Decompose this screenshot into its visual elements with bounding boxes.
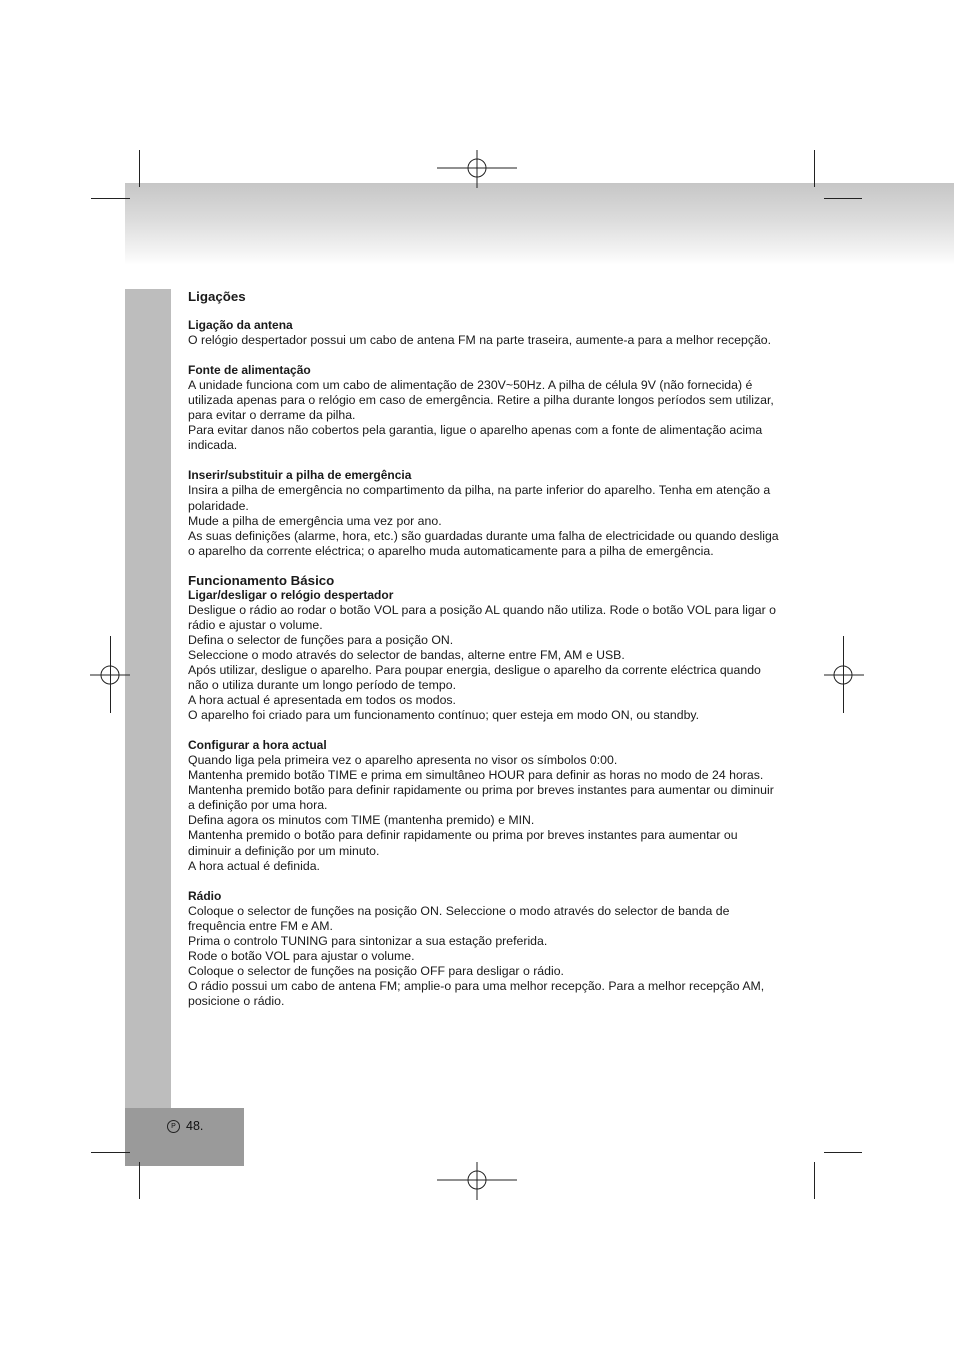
text-line: Rode o botão VOL para ajustar o volume.	[188, 948, 415, 963]
text-line: O aparelho foi criado para um funcionamento contínuo; quer esteja em modo ON, ou standby.	[188, 708, 700, 723]
side-strip	[125, 289, 171, 1109]
subsection-fonte	[188, 363, 813, 453]
subsection-pilha	[188, 468, 813, 558]
text-line: As suas definições (alarme, hora, etc.) são guardadas durante uma falha de electricidade ou quando desliga	[188, 528, 779, 543]
text-line: Seleccione o modo através do selector de bandas, alterne entre FM, AM e USB.	[188, 647, 625, 662]
text-line: frequência entre FM e AM.	[188, 918, 333, 933]
text-line: Mantenha premido o botão para definir rapidamente ou prima por breves instantes para aumentar ou	[188, 828, 738, 843]
text-line: Desligue o rádio ao rodar o botão VOL para a posição AL quando não utiliza. Rode o botão VOL para ligar o	[188, 602, 776, 617]
page-number	[167, 1119, 203, 1133]
text-line: A hora actual é definida.	[188, 858, 320, 873]
text-line: polaridade.	[188, 498, 249, 513]
heading-radio: Rádio	[188, 888, 222, 903]
text-line: Coloque o selector de funções na posição OFF para desligar o rádio.	[188, 963, 564, 978]
heading-fonte: Fonte de alimentação	[188, 363, 311, 378]
text-line: Mantenha premido botão TIME e prima em simultâneo HOUR para definir as horas no modo de 24 horas.	[188, 768, 764, 783]
text-line: Defina o selector de funções para a posição ON.	[188, 632, 454, 647]
heading-ligar: Ligar/desligar o relógio despertador	[188, 587, 394, 602]
subsection-ligar	[188, 588, 813, 723]
text-line: A unidade funciona com um cabo de alimentação de 230V~50Hz. A pilha de célula 9V (não fornecida) é	[188, 378, 753, 393]
text-line: Para evitar danos não cobertos pela garantia, ligue o aparelho apenas com a fonte de alimentação acima	[188, 423, 763, 438]
text-line: A hora actual é apresentada em todos os modos.	[188, 693, 456, 708]
text-line: Insira a pilha de emergência no compartimento da pilha, na parte inferior do aparelho. Tenha em atenção a	[188, 483, 771, 498]
text-line: Após utilizar, desligue o aparelho. Para poupar energia, desligue o aparelho da corrente eléctrica quando	[188, 662, 761, 677]
text-line: o aparelho da corrente eléctrica; o aparelho muda automaticamente para a pilha de emergência.	[188, 543, 714, 558]
header-band	[125, 183, 954, 265]
heading-antena: Ligação da antena	[188, 318, 293, 333]
section-title-funcionamento: Funcionamento Básico	[188, 572, 335, 588]
registration-mark-left	[90, 664, 130, 686]
text-line: rádio e ajustar o volume.	[188, 617, 323, 632]
text-line: Defina agora os minutos com TIME (mantenha premido) e MIN.	[188, 813, 535, 828]
text-line: Mantenha premido botão para definir rapidamente ou prima por breves instantes para aumentar ou diminuir	[188, 783, 774, 798]
text-line: para evitar o derrame da pilha.	[188, 408, 356, 423]
text-line: utilizada apenas para o relógio em caso de emergência. Retire a pilha durante longos períodos sem utilizar,	[188, 393, 774, 408]
registration-mark-right	[824, 664, 864, 686]
subsection-hora	[188, 738, 813, 873]
text-line: Quando liga pela primeira vez o aparelho apresenta no visor os símbolos 0:00.	[188, 753, 618, 768]
text-line: diminuir a definição por um minuto.	[188, 843, 380, 858]
footer-box	[125, 1108, 244, 1166]
heading-hora: Configurar a hora actual	[188, 738, 327, 753]
text-line: Mude a pilha de emergência uma vez por ano.	[188, 513, 442, 528]
main-content	[188, 289, 813, 1009]
section-title-ligacoes: Ligações	[188, 289, 246, 304]
page-number-text: 48.	[186, 1119, 204, 1133]
text-line: O rádio possui um cabo de antena FM; amplie-o para uma melhor recepção. Para a melhor recepção AM,	[188, 978, 765, 993]
text-line: Prima o controlo TUNING para sintonizar a sua estação preferida.	[188, 933, 548, 948]
language-badge: P	[167, 1120, 180, 1133]
text-line: O relógio despertador possui um cabo de antena FM na parte traseira, aumente-a para a melhor recepção.	[188, 333, 772, 348]
subsection-radio	[188, 889, 813, 1009]
registration-mark-bottom	[437, 1160, 517, 1200]
text-line: não o utiliza durante um longo período de tempo.	[188, 678, 456, 693]
registration-mark-top	[437, 150, 517, 190]
heading-pilha: Inserir/substituir a pilha de emergência	[188, 468, 412, 483]
text-line: Coloque o selector de funções na posição ON. Seleccione o modo através do selector de banda de	[188, 903, 730, 918]
text-line: posicione o rádio.	[188, 993, 285, 1008]
text-line: indicada.	[188, 438, 238, 453]
text-line: a definição por uma hora.	[188, 798, 328, 813]
subsection-antena	[188, 318, 813, 348]
